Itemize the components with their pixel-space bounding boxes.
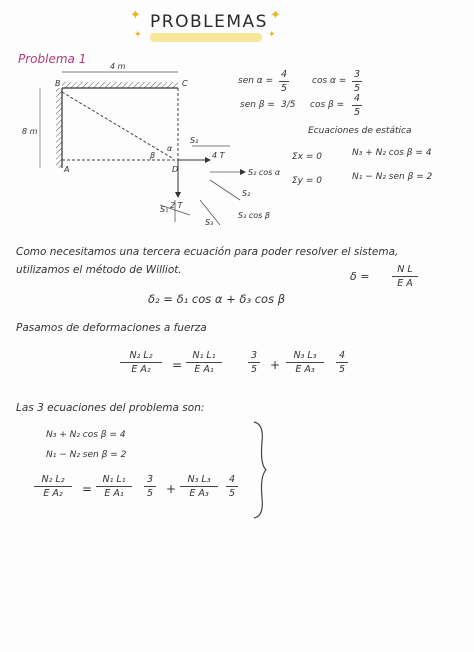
force-s2-label: S₂ [190,136,199,145]
dim-left-label: 8 m [22,127,38,136]
system-eq2: N₁ − N₂ sen β = 2 [46,450,127,460]
force-eq-term2: N₁ L₁ E A₁ [186,350,222,375]
point-d-label: D [172,165,179,174]
s1-label: S₁ [160,205,169,214]
sparkle-icon: ✦ [130,8,141,23]
point-b-label: B [55,79,61,88]
dim-top-label: 4 m [110,62,126,71]
delta-lhs: δ = [350,270,370,283]
williot-line [210,180,240,200]
sen-alpha-fraction: 4 5 [280,69,288,94]
compat-text-line1: Como necesitamos una tercera ecuación para poder resolver el sistema, [16,246,399,258]
williot-equation: δ₂ = δ₁ cos α + δ₃ cos β [148,292,286,306]
wall-support [56,88,62,168]
system-term4: N₃ L₃ E A₃ [180,474,218,499]
sen-beta-value: 3/5 [281,100,296,110]
sen-alpha-text: sen α = [238,76,274,86]
bar-diagonal [62,92,172,158]
statics-heading: Ecuaciones de estática [308,126,412,136]
angle-alpha-label: α [167,144,173,153]
point-c-label: C [182,79,188,88]
sparkle-icon: ✦ [270,8,281,23]
s2cosa-label: S₂ cos α [248,168,281,177]
system-text: Las 3 ecuaciones del problema son: [16,402,205,414]
system-equals: = [82,482,93,496]
system-plus: + [166,482,177,496]
problem-label: Problema 1 [18,52,87,66]
cos-alpha-fraction: 3 5 [353,69,361,94]
cos-beta-text: cos β = [310,100,345,110]
system-brace [250,420,270,520]
ceiling-support [62,82,178,88]
system-term2: N₁ L₁ E A₁ [96,474,132,499]
system-eq1: N₃ + N₂ cos β = 4 [46,430,126,440]
force-eq-term3: 3 5 [248,350,260,375]
cos-beta-fraction: 4 5 [353,93,361,118]
force-eq-term4: N₃ L₃ E A₃ [286,350,324,375]
angle-beta-label: β [150,151,156,160]
sum-x-text: Σx = 0 [292,152,323,162]
statics-eq2: N₁ − N₂ sen β = 2 [352,172,433,182]
cos-alpha-text: cos α = [312,76,347,86]
s2-label: S₂ [242,189,251,198]
sparkle-icon: ✦ [134,30,142,40]
load-2t-label: 2 T [170,201,183,210]
system-term5: 4 5 [226,474,238,499]
arrowhead-icon [205,157,211,163]
load-4t-label: 4 T [212,151,225,160]
structure-diagram [0,0,474,240]
sparkle-icon: ✦ [268,30,276,40]
point-a-label: A [64,165,70,174]
system-term3: 3 5 [144,474,156,499]
delta-fraction: N L E A [392,264,418,289]
force-eq-term1: N₂ L₂ E A₂ [120,350,162,375]
sen-beta-text: sen β = [240,100,275,110]
force-eq-equals: = [172,358,183,372]
statics-eq1: N₃ + N₂ cos β = 4 [352,148,432,158]
deform-text: Pasamos de deformaciones a fuerza [16,322,207,334]
compat-text-line2: utilizamos el método de Williot. [16,264,182,276]
arrowhead-icon [175,192,181,198]
sum-y-text: Σy = 0 [292,176,323,186]
arrowhead-icon [240,169,246,175]
s3cosb-label: S₃ cos β [238,211,270,220]
s3-label: S₃ [205,218,214,227]
force-eq-term5: 4 5 [336,350,348,375]
page-title: PROBLEMAS [150,12,268,32]
force-eq-plus: + [270,358,281,372]
system-term1: N₂ L₂ E A₂ [34,474,72,499]
